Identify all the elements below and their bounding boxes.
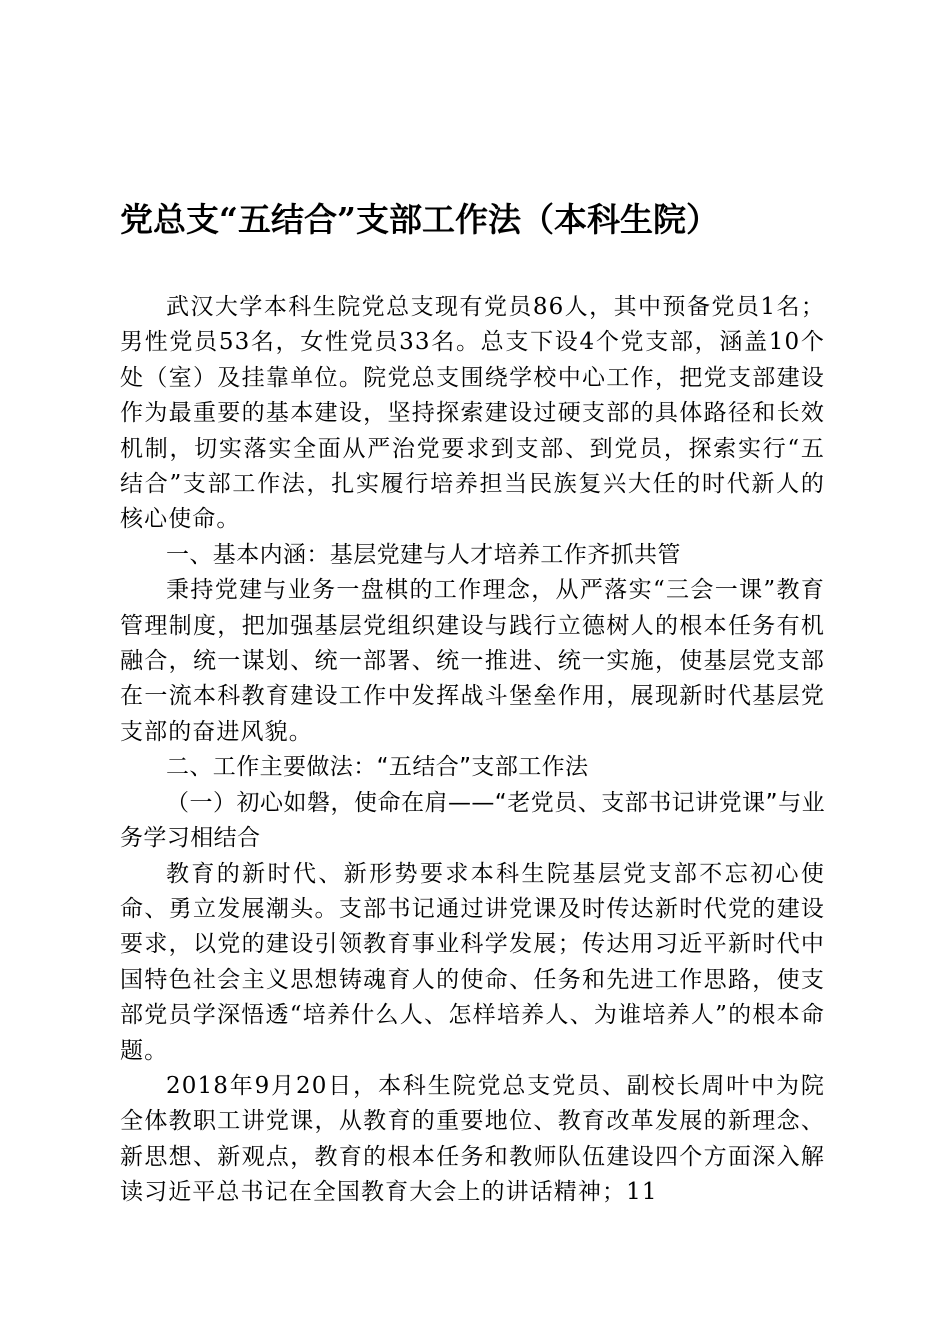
subsection-heading-first: （一）初心如磐，使命在肩——“老党员、支部书记讲党课”与业务学习相结合 — [120, 789, 825, 852]
body-paragraph-connotation: 秉持党建与业务一盘棋的工作理念，从严落实“三会一课”教育管理制度，把加强基层党组织建设与践行立德树人的根本任务有机融合，统一谋划、统一部署、统一推进、统一实施，使基层党支部在一流本科教育建设工作中发挥战斗堡垒作用，展现新时代基层党支部的奋进风貌。 — [120, 577, 825, 745]
section-heading-basic-connotation: 一、基本内涵：基层党建与人才培养工作齐抓共管 — [166, 541, 681, 568]
document-body — [120, 290, 825, 1211]
document-title: 党总支“五结合”支部工作法（本科生院） — [120, 200, 719, 239]
body-paragraph-first: 教育的新时代、新形势要求本科生院基层党支部不忘初心使命、勇立发展潮头。支部书记通过讲党课及时传达新时代党的建设要求，以党的建设引领教育事业科学发展；传达用习近平新时代中国特色社会主义思想铸魂育人的使命、任务和先进工作思路，使支部党员学深悟透“培养什么人、怎样培养人、为谁培养人”的根本命题。 — [120, 860, 825, 1064]
body-paragraph-event: 2018年9月20日，本科生院党总支党员、副校长周叶中为院全体教职工讲党课，从教育的重要地位、教育改革发展的新理念、新思想、新观点，教育的根本任务和教师队伍建设四个方面深入解读习近平总书记在全国教育大会上的讲话精神；11 — [120, 1072, 825, 1206]
body-paragraph-intro: 武汉大学本科生院党总支现有党员86人，其中预备党员1名；男性党员53名，女性党员33名。总支下设4个党支部，涵盖10个处（室）及挂靠单位。院党总支围绕学校中心工作，把党支部建设作为最重要的基本建设，坚持探索建设过硬支部的具体路径和长效机制，切实落实全面从严治党要求到支部、到党员，探索实行“五结合”支部工作法，扎实履行培养担当民族复兴大任的时代新人的核心使命。 — [120, 294, 825, 533]
section-heading-main-practices: 二、工作主要做法：“五结合”支部工作法 — [166, 754, 589, 781]
